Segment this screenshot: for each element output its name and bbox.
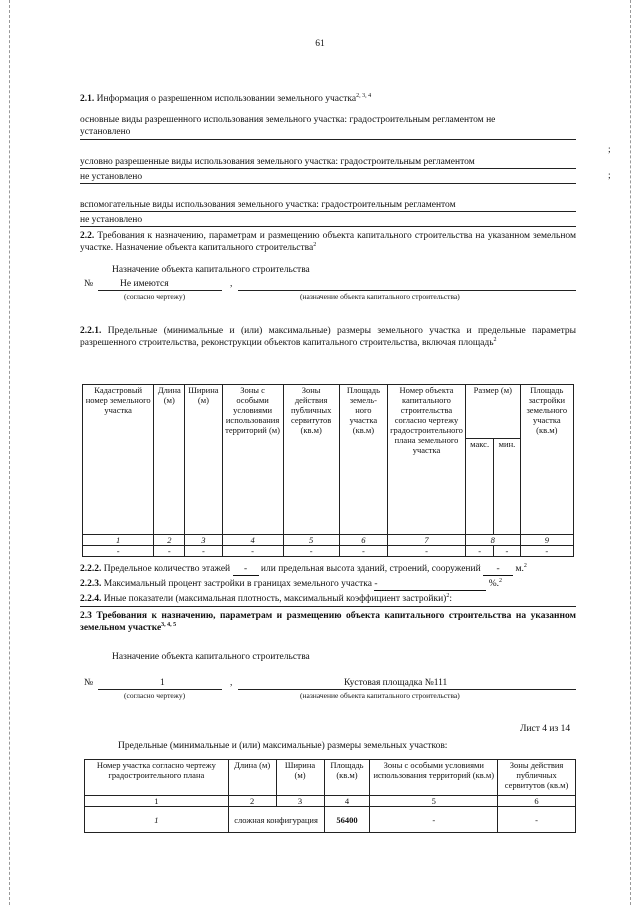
plots-header-servitude: Зоны действия публичных сервитутов (кв.м) <box>498 760 576 796</box>
section-2-3-sup: 3, 4, 5 <box>161 621 177 628</box>
conditional-uses-value-1: градостроительным регламентом <box>340 157 475 167</box>
section-2-2-4-underline <box>80 606 576 607</box>
header-object-number: Номер объекта капитального строительства согласно чертежу градостроительного плана земельного участка <box>388 385 466 535</box>
section-2-3-comma: , <box>230 678 233 688</box>
section-2-2-1-text: Предельные (минимальные и (или) максимальные) размеры земельного участка и предельные параметры разрешенного строительства, реконструкции объектов капитального строительства, включая площадь <box>80 326 577 348</box>
build-percent-unit: %. <box>488 579 500 589</box>
data-cell: - <box>465 546 493 557</box>
main-uses-line-1 <box>80 114 495 126</box>
section-2-3-no-underline <box>98 689 222 690</box>
index-cell: 4 <box>222 535 283 546</box>
scan-edge-right <box>630 0 631 905</box>
section-2-3-caption-left: (согласно чертежу) <box>124 691 186 700</box>
build-percent-value-text: - <box>374 579 378 589</box>
plots-header-length: Длина (м) <box>228 760 276 796</box>
index-cell: 7 <box>388 535 466 546</box>
section-2-2-text: Требования к назначению, параметрам и размещению объекта капитального строительства на указанном земельном участке. Назначение объекта капитального строительства <box>80 231 576 253</box>
conditional-uses-line-1 <box>80 156 475 168</box>
plots-header-area: Площадь (кв.м) <box>324 760 370 796</box>
floors-value <box>233 563 259 576</box>
data-cell: - <box>83 546 154 557</box>
section-2-3-no-label: № <box>84 678 94 688</box>
index-cell: 3 <box>185 535 222 546</box>
conditional-uses-underline-2 <box>80 183 576 184</box>
header-area: Площадь земель-ного участка (кв.м) <box>339 385 387 535</box>
section-2-2-4-text: Иные показатели (максимальная плотность, максимальный коэффициент застройки) <box>103 594 447 604</box>
section-2-2-no-label: № <box>84 279 94 289</box>
section-2-2-1-sup: 2 <box>493 336 497 343</box>
sheet-counter: Лист 4 из 14 <box>520 724 571 734</box>
table-data-row <box>83 546 574 557</box>
main-uses-underline <box>80 139 576 140</box>
data-cell: - <box>494 546 520 557</box>
section-2-1-heading <box>80 93 371 105</box>
plot-zones: - <box>370 807 498 833</box>
plots-header-width: Ширина (м) <box>276 760 324 796</box>
plots-table <box>84 759 576 833</box>
plots-data-row <box>85 807 576 833</box>
main-uses-label: основные виды разрешенного использования земельного участка: <box>80 115 348 125</box>
height-value-text: - <box>496 564 500 574</box>
section-2-3-caption-right: (назначение объекта капитального строительства) <box>300 691 460 700</box>
index-cell: 5 <box>283 535 339 546</box>
auxiliary-uses-underline-1 <box>80 211 576 212</box>
header-width: Ширина (м) <box>185 385 222 535</box>
section-2-3-text: Требования к назначению, параметрам и размещению объекта капитального строительства на указанном земельном участке <box>80 611 576 633</box>
header-servitude: Зоны действия публичных сервитутов (кв.м) <box>283 385 339 535</box>
plots-index-row <box>85 796 576 807</box>
section-2-2-1-paragraph <box>80 325 576 349</box>
section-2-2-sup: 2 <box>313 241 317 248</box>
height-value <box>483 563 513 576</box>
plots-index-cell: 6 <box>498 796 576 807</box>
section-2-1-number: 2.1. <box>80 94 95 104</box>
auxiliary-uses-underline-2 <box>80 226 576 227</box>
data-cell: - <box>388 546 466 557</box>
section-2-2-paragraph <box>80 230 576 254</box>
section-2-2-1-number: 2.2.1. <box>80 326 102 336</box>
plots-index-cell: 4 <box>324 796 370 807</box>
index-cell: 9 <box>520 535 573 546</box>
plot-servitude: - <box>498 807 576 833</box>
section-2-2-3-number: 2.2.3. <box>80 579 102 589</box>
section-2-2-comma: , <box>230 279 233 289</box>
section-2-2-2-text-b: или предельная высота зданий, строений, сооружений <box>260 564 481 574</box>
section-2-2-2-text-a: Предельное количество этажей <box>103 564 231 574</box>
section-2-3-purpose-underline <box>238 689 576 690</box>
data-cell: - <box>520 546 573 557</box>
auxiliary-uses-line-1 <box>80 199 456 211</box>
index-cell: 8 <box>465 535 520 546</box>
section-2-2-4-sup: 2 <box>446 592 450 599</box>
section-2-2-no-value: Не имеются <box>120 279 169 289</box>
header-zones: Зоны с особыми условиями использования территорий (м) <box>222 385 283 535</box>
plots-index-cell: 2 <box>228 796 276 807</box>
section-2-2-purpose-underline <box>238 290 576 291</box>
section-2-2-4-colon: : <box>449 594 452 604</box>
section-2-3-number: 2.3 <box>80 611 92 621</box>
table-index-row <box>83 535 574 546</box>
main-uses-value-2: установлено <box>80 127 131 137</box>
data-cell: - <box>283 546 339 557</box>
header-cadastral: Кадастровый номер земельного участка <box>83 385 154 535</box>
index-cell: 1 <box>83 535 154 546</box>
plot-area: 56400 <box>324 807 370 833</box>
plots-index-cell: 5 <box>370 796 498 807</box>
conditional-uses-value-2: не установлено <box>80 172 143 182</box>
section-2-2-2-number: 2.2.2. <box>80 564 102 574</box>
conditional-uses-label: условно разрешенные виды использования земельного участка: <box>80 157 339 167</box>
section-2-2-caption-left: (согласно чертежу) <box>124 292 186 301</box>
plots-header-zones: Зоны с особыми условиями использования территорий (кв.м) <box>370 760 498 796</box>
plots-header-number: Номер участка согласно чертежу градостроительного плана <box>85 760 229 796</box>
auxiliary-uses-value-2: не установлено <box>80 215 143 225</box>
section-2-2-caption-right: (назначение объекта капитального строительства) <box>300 292 460 301</box>
header-length: Длина (м) <box>154 385 185 535</box>
auxiliary-uses-label: вспомогательные виды использования земельного участка: <box>80 200 319 210</box>
section-2-3-purpose-label: Назначение объекта капитального строительства <box>112 652 310 662</box>
section-2-1-title: Информация о разрешенном использовании земельного участка <box>96 94 357 104</box>
margin-semicolon-2: ; <box>608 171 611 181</box>
header-size: Размер (м) <box>465 385 520 439</box>
section-2-3-purpose-value: Кустовая площадка №111 <box>344 678 448 688</box>
conditional-uses-underline-1 <box>80 168 576 169</box>
floors-value-text: - <box>243 564 248 574</box>
section-2-2-3-text: Максимальный процент застройки в границах земельного участка <box>103 579 372 589</box>
main-uses-value-1: градостроительным регламентом не <box>349 115 496 125</box>
height-unit: м. <box>515 564 524 574</box>
data-cell: - <box>185 546 222 557</box>
data-cell: - <box>339 546 387 557</box>
data-cell: - <box>154 546 185 557</box>
section-2-2-2-sup: 2 <box>523 562 527 569</box>
section-2-2-purpose-label: Назначение объекта капитального строительства <box>112 265 310 275</box>
section-2-2-number: 2.2. <box>80 231 95 241</box>
section-2-2-3-sup: 2 <box>499 577 503 584</box>
scan-edge-left <box>9 0 10 905</box>
header-build-area: Площадь застройки земельного участка (кв.м) <box>520 385 573 535</box>
header-size-min: мин. <box>494 439 520 535</box>
page-number: 61 <box>315 39 325 49</box>
plots-index-cell: 3 <box>276 796 324 807</box>
section-2-3-no-value: 1 <box>160 678 165 688</box>
section-2-2-4-line <box>80 593 452 605</box>
data-cell: - <box>222 546 283 557</box>
parameters-table <box>82 384 574 557</box>
section-2-1-sup: 2, 3, 4 <box>356 92 372 99</box>
index-cell: 6 <box>339 535 387 546</box>
margin-semicolon-1: ; <box>608 145 611 155</box>
section-2-2-4-number: 2.2.4. <box>80 594 102 604</box>
section-2-2-3-line <box>80 578 502 591</box>
section-2-3-paragraph <box>80 610 576 634</box>
header-size-max: макс. <box>465 439 493 535</box>
index-cell: 2 <box>154 535 185 546</box>
plot-number: 1 <box>85 807 229 833</box>
plots-index-cell: 1 <box>85 796 229 807</box>
limits-title: Предельные (минимальные и (или) максимальные) размеры земельных участков: <box>118 741 448 751</box>
build-percent-value <box>374 578 486 591</box>
auxiliary-uses-value-1: градостроительным регламентом <box>321 200 456 210</box>
section-2-2-2-line <box>80 563 527 576</box>
section-2-2-no-underline <box>98 290 222 291</box>
plot-dimensions: сложная конфигурация <box>228 807 324 833</box>
